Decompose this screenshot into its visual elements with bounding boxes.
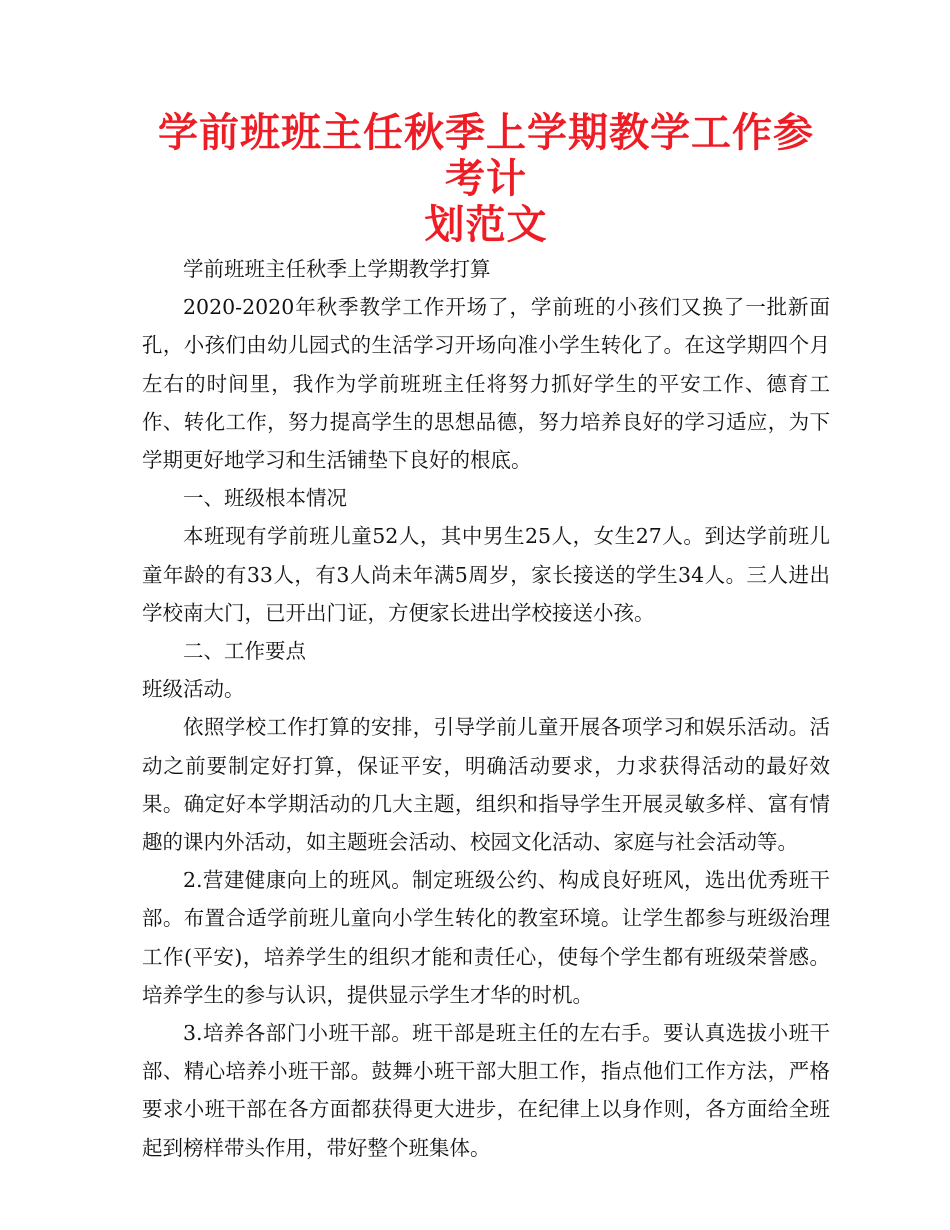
document-title [142,110,830,248]
title-line-2: 划范文 [424,202,548,248]
section-heading-1: 一、班级根本情况 [183,486,347,511]
paragraph-class-cadres: 3.培养各部门小班干部。班干部是班主任的左右手。要认真选拔小班干部、精心培养小班干部。鼓舞小班干部大胆工作，指点他们工作方法，严格要求小班干部在各方面都获得更大进步，在纪律上以身作则，各方面给全班起到榜样带头作用，带好整个班集体。 [142,1021,830,1160]
paragraph-subtitle: 学前班班主任秋季上学期教学打算 [183,257,491,281]
document-body [142,250,830,1167]
paragraph-activities: 依照学校工作打算的安排，引导学前儿童开展各项学习和娱乐活动。活动之前要制定好打算，保证平安，明确活动要求，力求获得活动的最好效果。确定好本学期活动的几大主题，组织和指导学生开展灵敏多样、富有情趣的课内外活动，如主题班会活动、校园文化活动、家庭与社会活动等。 [142,715,830,855]
paragraph-intro: 2020-2020年秋季教学工作开场了，学前班的小孩们又换了一批新面孔，小孩们由幼儿园式的生活学习开场向准小学生转化了。在这学期四个月左右的时间里，我作为学前班班主任将努力抓好学生的平安工作、德育工作、转化工作，努力提高学生的思想品德，努力培养良好的学习适应，为下学期更好地学习和生活铺垫下良好的根底。 [142,295,830,473]
paragraph-class-info: 本班现有学前班儿童52人，其中男生25人，女生27人。到达学前班儿童年龄的有33人，有3人尚未年满5周岁，家长接送的学生34人。三人进出学校南大门，已开出门证，方便家长进出学校接送小孩。 [142,524,830,625]
title-line-1: 学前班班主任秋季上学期教学工作参考计 [158,110,814,202]
section-heading-2: 二、工作要点 [183,639,306,664]
subheading-class-activities: 班级活动。 [142,677,245,702]
paragraph-class-spirit: 2.营建健康向上的班风。制定班级公约、构成良好班风，选出优秀班干部。布置合适学前班儿童向小学生转化的教室环境。让学生都参与班级治理工作(平安)，培养学生的组织才能和责任心，使每个学生都有班级荣誉感。培养学生的参与认识，提供显示学生才华的时机。 [142,868,830,1007]
